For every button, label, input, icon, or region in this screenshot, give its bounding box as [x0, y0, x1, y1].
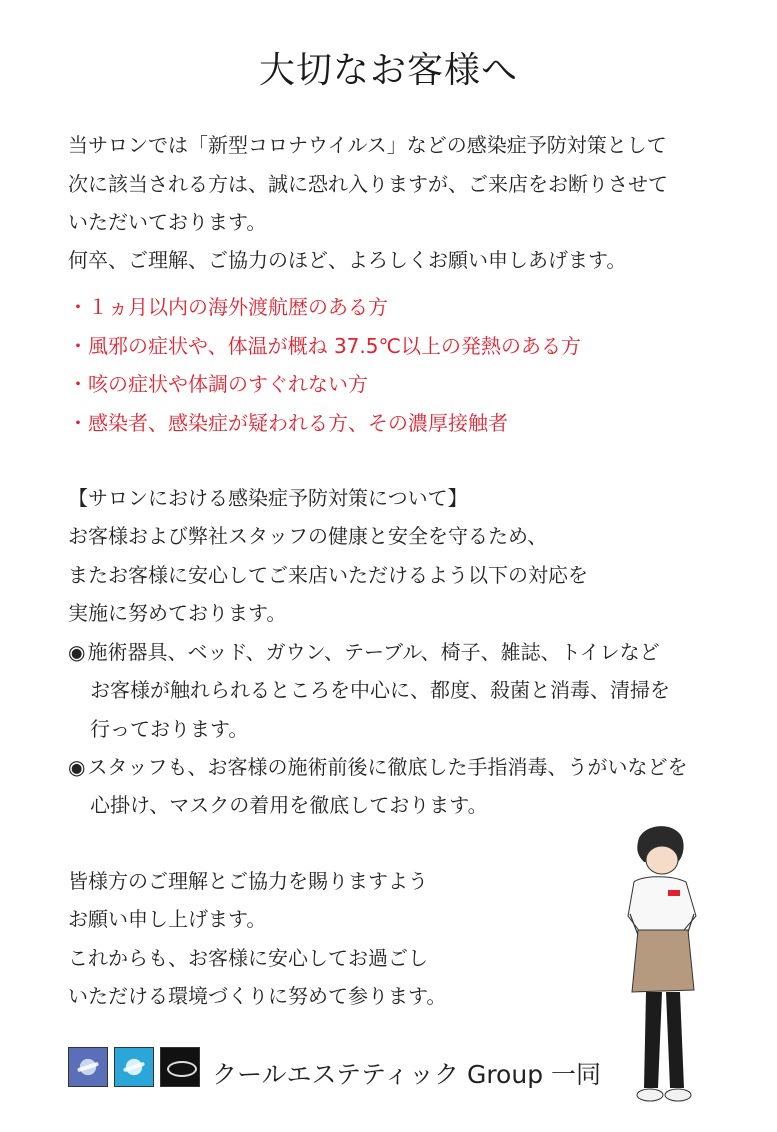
condition-item: ・咳の症状や体調のすぐれない方 — [68, 372, 368, 396]
measure-item-text: スタッフも、お客様の施術前後に徹底した手指消毒、うがいなどを — [87, 755, 688, 779]
logo-emblem-icon — [160, 1047, 200, 1087]
measure-item-1 — [68, 642, 660, 662]
measure-item-text: お客様が触れられるところを中心に、都度、殺菌と消毒、清掃を — [90, 678, 670, 702]
measures-line: 実施に努めております。 — [68, 601, 287, 625]
signature: クールエステティック Group 一同 — [212, 1060, 602, 1089]
condition-item: ・風邪の症状や、体温が概ね 37.5℃以上の発熱のある方 — [68, 334, 581, 358]
measures-heading: 【サロンにおける感染症予防対策について】 — [68, 486, 468, 510]
closing-line: 皆様方のご理解とご協力を賜りますよう — [68, 869, 428, 893]
measure-item-2 — [68, 757, 687, 777]
measures-line: お客様および弊社スタッフの健康と安全を守るため、 — [68, 524, 548, 548]
measure-item-text: 心掛け、マスクの着用を徹底しております。 — [90, 793, 488, 817]
bullet-circle-icon: ◉ — [68, 640, 86, 664]
intro-line: いただいております。 — [68, 210, 267, 234]
condition-item: ・感染者、感染症が疑われる方、その濃厚接触者 — [68, 411, 508, 435]
measures-line: またお客様に安心してご来店いただけるよう以下の対応を — [68, 563, 588, 587]
bullet-circle-icon: ◉ — [68, 755, 86, 779]
measure-item-text: 施術器具、ベッド、ガウン、テーブル、椅子、雑誌、トイレなど — [87, 640, 660, 664]
closing-line: これからも、お客様に安心してお過ごし — [68, 946, 428, 970]
closing-line: いただける環境づくりに努めて参ります。 — [68, 984, 447, 1008]
staff-bowing-illustration — [610, 820, 740, 1110]
condition-item: ・１ヵ月以内の海外渡航歴のある方 — [68, 295, 388, 319]
logo-emblem-icon — [114, 1047, 154, 1087]
intro-line: 何卒、ご理解、ご協力のほど、よろしくお願い申しあげます。 — [68, 248, 627, 272]
measure-item-text: 行っております。 — [90, 717, 249, 741]
intro-line: 次に該当される方は、誠に恐れ入りますが、ご来店をお断りさせて — [68, 172, 668, 196]
closing-line: お願い申し上げます。 — [68, 907, 267, 931]
logo-emblem-icon — [68, 1047, 108, 1087]
intro-line: 当サロンでは「新型コロナウイルス」などの感染症予防対策として — [68, 133, 667, 157]
page-title: 大切なお客様へ — [258, 50, 518, 91]
